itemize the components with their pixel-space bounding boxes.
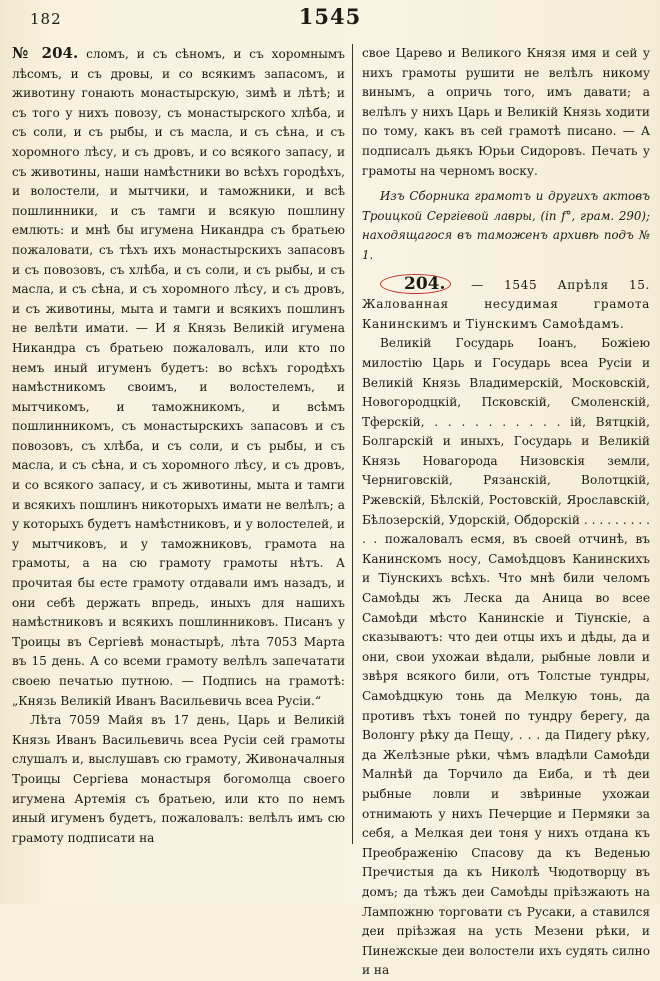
left-column (12, 44, 345, 848)
right-paragraph-1: свое Царево и Великого Князя имя и сей у нихъ грамоты рушити не велѣлъ никому винымъ, а опричь того, имъ давати; а велѣлъ у нихъ Царь и Великій Князь ходити по тому, какъ въ сей грамотѣ писано. — А подписалъ дьякъ Юрьи Сидоровъ. Печать у грамоты на черномъ воску. (362, 46, 650, 178)
page-header (0, 0, 660, 40)
document-number-label: № 204. (12, 44, 79, 62)
source-note: Изъ Сборника грамотъ и другихъ актовъ Троицкой Сергіевой лавры, (in f°, грам. 290); находящагося въ таможенъ архивѣ подъ № 1. (362, 189, 650, 262)
page-year: 1545 (298, 4, 362, 29)
column-divider (352, 44, 353, 844)
left-paragraph-1 (12, 44, 345, 711)
document-heading-text: — 1545 Апрѣля 15. Жалованная несудимая грамота Канинскимъ и Тіунскимъ Самоѣдамъ. (362, 277, 650, 331)
document-number-circled: 204. (380, 274, 451, 294)
document-heading (362, 274, 650, 335)
right-paragraph-2: Великій Государь Іоанъ, Божіею милостію Царь и Государь всеа Русіи и Великій Князь Владимерскій, Московскій, Новогородцкій, Псковскій, Смоленскій, Тферскій, . . . . . . . . . . ій, Вятцкій, Болгарскій и иныхъ, Государь и Великій Князь Новагорода Низовскія земли, Черниговскій, Рязанскій, Волотцкій, Ржевскій, Бѣлскій, Ростовскій, Ярославскій, Бѣлозерскій, Удорскій, Обдорскій . . . . . . . . . . . пожаловалъ есмя, въ своей отчинѣ, въ Канинскомъ носу, Самоѣдцовъ Канинскихъ и Тіунскихъ всѣхъ. Что мнѣ били челомъ Самоѣды жъ Леска да Аница во всее Самоѣди мѣсто Канинскіе и Тіунскіе, а сказываютъ: что деи отцы ихъ и дѣды, да и они, свои ухожаи вѣдали, рыбные ловли и звѣря всякого били, отъ Толстые тундры, Самоѣдцкую тонь да Мелкую тонь, да противъ тѣхъ тоней по тундру берегу, да Волонгу рѣку да Пещу, . . . да Пидегу рѣку, да Желѣзные рѣки, чѣмъ владѣли Самоѣди Малнѣй да Торчило да Еиба, и тѣ деи рыбные ловли и звѣриные ухожаи отнимають у нихъ Печерцие и Пермяки за себя, а Мелкая деи тоня у нихъ отдана къ Преображенію Спасову да къ Веденью Пречистыя да къ Николѣ Чюдотворцу въ домъ; да тѣжъ деи Самоѣды пріѣзжають на Лампожню торговати съ Русаки, а ставился деи пріѣзжая на усть Мезени рѣки, и Пинежскые деи волостели ихъ судять силно и на (362, 336, 650, 978)
right-column (362, 44, 650, 981)
page-number: 182 (30, 10, 62, 28)
left-paragraph-1-text: сломъ, и съ сѣномъ, и съ хоромнымъ лѣсомъ, и съ дровы, и со всякимъ запасомъ, и животину гонають монастырскую, зимѣ и лѣтѣ; и съ того у нихъ повозу, съ монастырского хлѣба, и съ соли, и съ рыбы, и съ масла, и съ сѣна, и съ хоромного лѣсу, и съ дровъ, и со всякого запасу, и съ животины, наши намѣстники во всѣхъ городѣхъ, и волостели, и мытчики, и таможники, и всѣ пошлинники, и съ тамги и всякую пошлину емлють: и мнѣ бы игумена Никандра съ братьею пожаловати, съ тѣхъ ихъ монастырскихъ запасовъ и съ повозовъ, съ хлѣба, и съ соли, и съ рыбы, и съ масла, и съ сѣна, и съ хоромного лѣсу, и съ дровъ, и съ животины, мыта и тамги и всякихъ пошлинъ не велѣти имати. — И я Князь Великій игумена Никандра съ братьею пожаловалъ, или кто по немъ иный игуменъ будетъ: во всѣхъ городѣхъ намѣстникомъ своимъ, и волостелемъ, и мытчикомъ, и таможникомъ, и всѣмъ пошлинникомъ, съ монастырскихъ запасовъ и съ повозовъ, съ хлѣба, и съ соли, и съ рыбы, и съ масла, и съ сѣна, и съ хоромного лѣсу, и съ дровъ, и со всякого запасу, и съ животины, мыта и тамги и всякихъ пошлинъ никоторыхъ имати не велѣлъ; а у которыхъ будетъ намѣстниковъ, и у волостелей, и у мытчиковъ, и у таможниковъ, грамота на грамоты, а на сю грамоту грамоты нѣтъ. А прочитая бы есте грамоту отдавали имъ назадъ, и они себѣ держать впредь, иныхъ для нашихъ намѣстниковъ и всякихъ пошлинниковъ. Писанъ у Троицы въ Сергіевѣ монастырѣ, лѣта 7053 Марта въ 15 день. А со всеми грамоту велѣлъ запечатати своею печатью путною. — Подпись на грамотѣ: „Князь Великій Иванъ Васильевичь всеа Русіи.“ (12, 47, 345, 708)
left-paragraph-2: Лѣта 7059 Майя въ 17 день, Царь и Великій Князь Иванъ Васильевичь всеа Русіи сей грамоты слушалъ и, выслушавъ сю грамоту, Живоначалныя Троицы Сергіева монастыря богомолца своего игумена Артемія съ братьею, или кто по немъ иный игуменъ будетъ, пожаловалъ: велѣлъ имъ сю грамоту подписати на (12, 713, 345, 845)
